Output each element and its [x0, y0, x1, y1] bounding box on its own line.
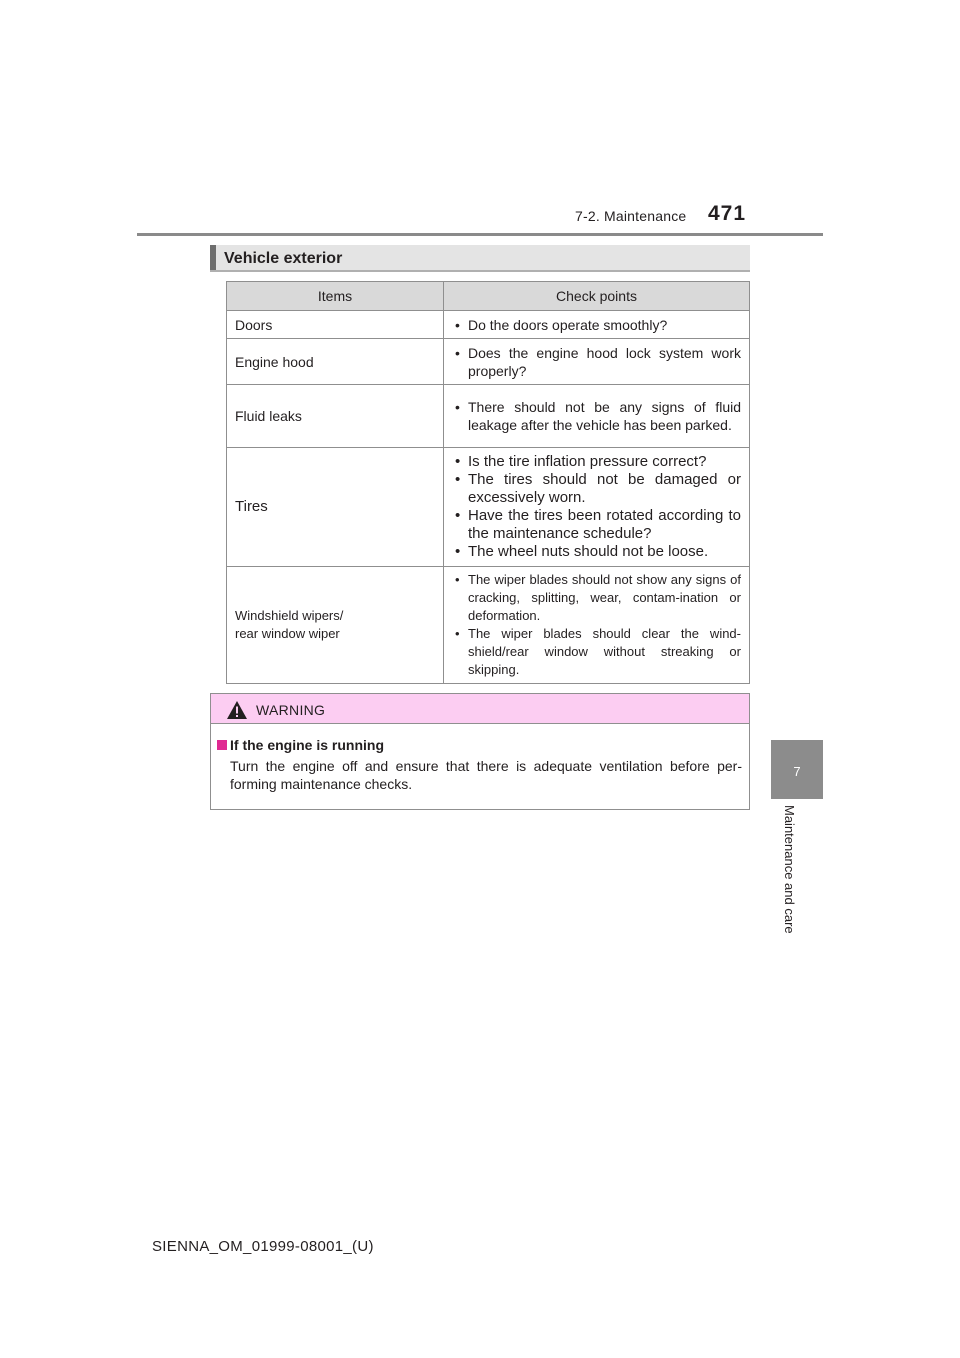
item-line: Windshield wipers/ [235, 608, 344, 623]
chapter-number: 7 [793, 764, 801, 779]
item-cell: Engine hood [227, 339, 444, 385]
warning-header [211, 694, 749, 724]
warning-label: WARNING [256, 702, 326, 718]
column-header-check-points: Check points [444, 282, 750, 311]
check-points-cell [444, 448, 750, 567]
section-heading [210, 245, 750, 272]
check-table [226, 281, 750, 684]
check-points-cell [444, 385, 750, 448]
column-header-items: Items [227, 282, 444, 311]
table-row [227, 311, 750, 339]
check-point: • Have the tires been rotated according to the maintenance schedule? [452, 507, 741, 543]
table-row [227, 385, 750, 448]
item-cell: Fluid leaks [227, 385, 444, 448]
table-row [227, 567, 750, 684]
warning-triangle-icon [226, 700, 248, 720]
warning-box [210, 693, 750, 810]
item-cell: Tires [227, 448, 444, 567]
footer-document-code: SIENNA_OM_01999-08001_(U) [152, 1238, 374, 1255]
header-section-title: 7-2. Maintenance [575, 208, 687, 224]
item-cell [227, 567, 444, 684]
page-number: 471 [708, 202, 747, 225]
check-point: • The wheel nuts should not be loose. [452, 543, 741, 561]
item-cell: Doors [227, 311, 444, 339]
chapter-tab [771, 740, 823, 799]
warning-body: Turn the engine off and ensure that there is adequate ventilation before per-forming maintenance checks. [230, 758, 742, 792]
check-points-cell [444, 567, 750, 684]
chapter-title: Maintenance and care [782, 805, 797, 934]
header-rule [137, 233, 823, 236]
check-point: • The wiper blades should not show any signs of cracking, splitting, wear, contam-ination or deformation. [452, 571, 741, 625]
check-points-cell [444, 311, 750, 339]
check-point: • The wiper blades should clear the wind-shield/rear window without streaking or skipping. [452, 625, 741, 679]
check-point: • Do the doors operate smoothly? [452, 316, 741, 334]
section-title: Vehicle exterior [224, 250, 343, 267]
table-row [227, 339, 750, 385]
warning-bullet-square [217, 740, 227, 750]
check-point: • Is the tire inflation pressure correct? [452, 453, 741, 471]
section-heading-accent [210, 245, 216, 270]
check-point: • The tires should not be damaged or excessively worn. [452, 471, 741, 507]
item-line: rear window wiper [235, 626, 340, 641]
table-row [227, 448, 750, 567]
check-point: • There should not be any signs of fluid leakage after the vehicle has been parked. [452, 398, 741, 434]
check-points-cell [444, 339, 750, 385]
check-point: • Does the engine hood lock system work properly? [452, 344, 741, 380]
table-header-row [227, 282, 750, 311]
warning-title: If the engine is running [230, 737, 384, 753]
